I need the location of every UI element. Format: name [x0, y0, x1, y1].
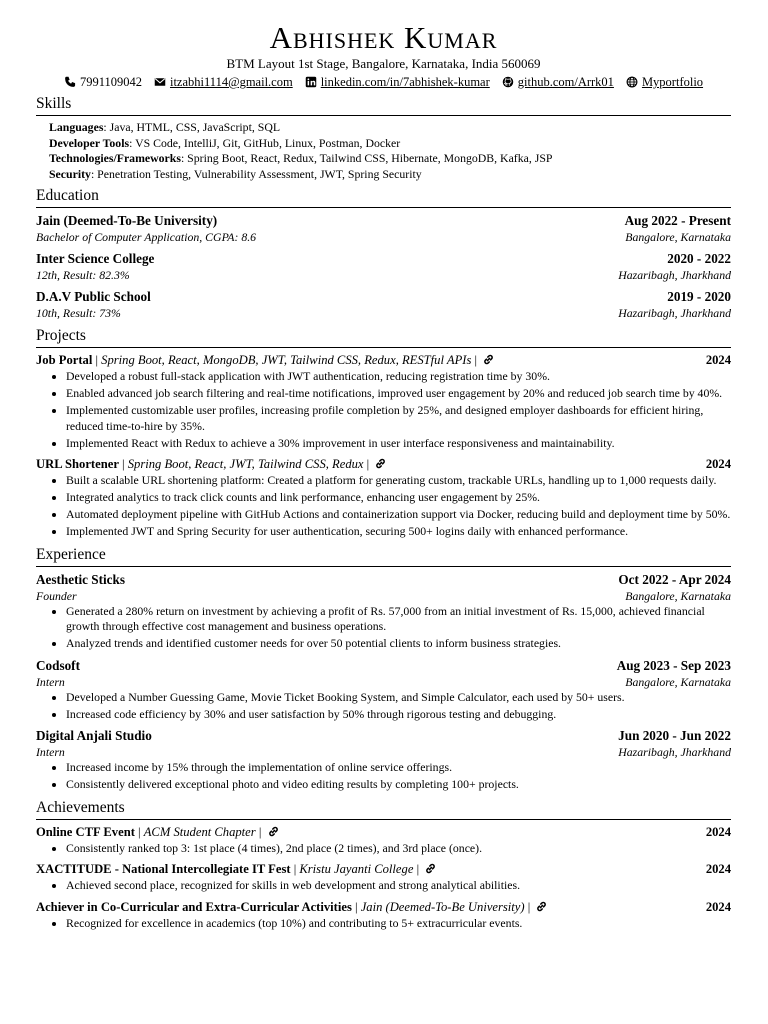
project-tech: Spring Boot, React, JWT, Tailwind CSS, Redux [127, 457, 364, 471]
date-range: Oct 2022 - Apr 2024 [618, 571, 731, 587]
achievement-entry: XACTITUDE - National Intercollegiate IT Fest | Kristu Jayanti College | 2024 • Achieved second place, recognized for skills in web development and strong analytical abilities. [36, 861, 731, 894]
project-name: URL Shortener [36, 457, 119, 471]
skill-row [49, 151, 731, 167]
contact-email[interactable] [154, 74, 293, 90]
experience-section [36, 545, 731, 793]
contact-github[interactable] [502, 74, 614, 90]
achievement-name: Online CTF Event [36, 824, 135, 839]
school-name: Inter Science College [36, 251, 155, 266]
location: Bangalore, Karnataka [625, 588, 731, 603]
list-item: • Analyzed trends and identified customer needs for over 50 potential clients to inform business strategies. [66, 636, 731, 652]
school-name: Jain (Deemed-To-Be University) [36, 213, 218, 228]
education-entry [36, 212, 731, 245]
list-item: • Increased income by 15% through the implementation of online service offerings. [66, 760, 731, 776]
list-item: • Built a scalable URL shortening platform: Created a platform for generating custom, trackable URLs, handling up to 1,000 requests daily. [66, 473, 731, 489]
phone-icon [64, 76, 76, 88]
list-item: • Increased code efficiency by 30% and user satisfaction by 50% through rigorous testing and debugging. [66, 707, 731, 723]
link-icon[interactable] [268, 826, 279, 837]
bullet-list [36, 604, 731, 652]
bullet-list [36, 369, 731, 451]
skill-label: Languages [49, 120, 104, 134]
achievement-year: 2024 [705, 862, 731, 876]
list-item: • Achieved second place, recognized for skills in web development and strong analytical abilities. [66, 878, 731, 894]
github-icon [502, 76, 514, 88]
section-title: Projects [36, 326, 731, 348]
skill-value: : VS Code, IntelliJ, Git, GitHub, Linux, Postman, Docker [129, 135, 401, 150]
candidate-name: Abhishek Kumar [269, 20, 498, 55]
contact-linkedin[interactable] [305, 74, 490, 90]
company-name: Digital Anjali Studio [36, 728, 152, 743]
portfolio-link[interactable]: Myportfolio [641, 75, 704, 89]
skill-value: : Spring Boot, React, Redux, Tailwind CSS, Hibernate, MongoDB, Kafka, JSP [180, 151, 553, 165]
project-year: 2024 [705, 353, 731, 367]
location: Hazaribagh, Jharkhand [618, 268, 731, 282]
list-item: • Recognized for excellence in academics (top 10%) and contributing to 5+ extracurricular events. [66, 916, 731, 932]
location: Hazaribagh, Jharkhand [618, 306, 731, 320]
achievement-org: Kristu Jayanti College [299, 862, 414, 876]
email-link[interactable]: itzabhi1114@gmail.com [169, 75, 293, 89]
list-item: • Consistently delivered exceptional photo and video editing results by completing 100+ projects. [66, 777, 731, 793]
github-link[interactable]: github.com/Arrk01 [517, 75, 614, 89]
location: Hazaribagh, Jharkhand [618, 745, 731, 759]
list-item: • Consistently ranked top 3: 1st place (4 times), 2nd place (2 times), and 3rd place (once). [66, 841, 731, 857]
role: Intern [36, 674, 65, 689]
experience-entry [36, 571, 731, 652]
degree: 10th, Result: 73% [36, 306, 121, 320]
project-name: Job Portal [36, 353, 93, 367]
degree: Bachelor of Computer Application, CGPA: 8.6 [36, 230, 257, 244]
contact-portfolio[interactable] [626, 74, 703, 90]
education-entry [36, 250, 731, 283]
achievement-org: Jain (Deemed-To-Be University) [360, 899, 525, 914]
list-item: • Generated a 280% return on investment by achieving a profit of Rs. 57,000 from an initial investment of Rs. 15,000, achieved financial growth through effective cost management and business operations. [66, 604, 731, 635]
skill-row [49, 120, 731, 136]
date-range: 2020 - 2022 [667, 251, 731, 266]
skill-row [49, 136, 731, 152]
date-range: Aug 2022 - Present [624, 213, 731, 228]
experience-entry [36, 727, 731, 793]
date-range: Jun 2020 - Jun 2022 [618, 728, 731, 743]
date-range: 2019 - 2020 [667, 289, 731, 304]
link-icon[interactable] [483, 354, 494, 365]
achievement-entry: Achiever in Co-Curricular and Extra-Curricular Activities | Jain (Deemed-To-Be University) | 2024 • Recognized for excellence in academics (top 10%) and contributing to 5+ extracurricular events. [36, 899, 731, 932]
link-icon[interactable] [425, 863, 436, 874]
link-icon[interactable] [375, 458, 386, 469]
education-section [36, 186, 731, 321]
section-title: Education [36, 186, 731, 208]
skill-row [49, 167, 731, 183]
list-item: • Automated deployment pipeline with GitHub Actions and containerization support via Docker, reducing build and deployment time by 50%. [66, 507, 731, 523]
bullet-list [36, 916, 731, 932]
project-entry: Job Portal | Spring Boot, React, MongoDB, JWT, Tailwind CSS, Redux, RESTful APIs | 2024 • Developed a robust full-stack application with JWT authentication, reducing registration time by 30%. • Enabled advanced job search filtering and real-time notifications, improved user engagement by 20% and reduced job search time by 40%. • Implemented customizable user profiles, increasing profile completion by 25%, and designed employer dashboards for efficient hiring, reduced time-to-hire by 35%. • Implemented React with Redux to achieve a 30% improvement in user interface responsiveness and maintainability. [36, 352, 731, 451]
date-range: Aug 2023 - Sep 2023 [616, 657, 731, 673]
degree: 12th, Result: 82.3% [36, 268, 130, 282]
skill-value: : Penetration Testing, Vulnerability Assessment, JWT, Spring Security [90, 166, 422, 181]
globe-icon [626, 76, 638, 88]
list-item: • Implemented JWT and Spring Security for user authentication, securing 500+ logins daily with enhanced performance. [66, 524, 731, 540]
project-year: 2024 [705, 457, 731, 471]
linkedin-icon [305, 76, 317, 88]
achievement-year: 2024 [705, 824, 731, 839]
contact-phone[interactable] [64, 74, 142, 90]
list-item: • Developed a robust full-stack application with JWT authentication, reducing registration time by 30%. [66, 369, 731, 385]
section-title: Skills [36, 94, 731, 116]
list-item: • Implemented React with Redux to achieve a 30% improvement in user interface responsiveness and maintainability. [66, 436, 731, 452]
achievement-year: 2024 [705, 899, 731, 914]
bullet-list [36, 841, 731, 857]
experience-entry [36, 657, 731, 723]
skill-label: Security [49, 166, 91, 181]
skills-section [36, 94, 731, 182]
achievement-entry: Online CTF Event | ACM Student Chapter | 2024 • Consistently ranked top 3: 1st place (4 times), 2nd place (2 times), and 3rd place (once). [36, 824, 731, 857]
linkedin-link[interactable]: linkedin.com/in/7abhishek-kumar [320, 75, 490, 89]
project-tech: Spring Boot, React, MongoDB, JWT, Tailwind CSS, Redux, RESTful APIs [101, 353, 472, 367]
company-name: Aesthetic Sticks [36, 571, 126, 587]
achievement-name: XACTITUDE - National Intercollegiate IT Fest [36, 862, 291, 876]
skills-list [36, 120, 731, 182]
bullet-list [36, 690, 731, 723]
address: BTM Layout 1st Stage, Bangalore, Karnataka, India 560069 [226, 56, 541, 71]
section-title: Achievements [36, 798, 731, 820]
list-item: • Integrated analytics to track click counts and link performance, enhancing user engagement by 25%. [66, 490, 731, 506]
bullet-list [36, 473, 731, 540]
list-item: • Enabled advanced job search filtering and real-time notifications, improved user engagement by 20% and reduced job search time by 40%. [66, 386, 731, 402]
role: Founder [36, 588, 77, 603]
company-name: Codsoft [36, 657, 80, 673]
achievement-org: ACM Student Chapter [143, 824, 256, 839]
location: Bangalore, Karnataka [625, 674, 731, 689]
mail-icon [154, 76, 166, 88]
skill-label: Technologies/Frameworks [49, 151, 181, 165]
link-icon[interactable] [536, 901, 547, 912]
achievements-section [36, 798, 731, 932]
school-name: D.A.V Public School [36, 289, 151, 304]
contact-bar [36, 74, 731, 90]
project-entry: URL Shortener | Spring Boot, React, JWT, Tailwind CSS, Redux | 2024 • Built a scalable URL shortening platform: Created a platform for generating custom, trackable URLs, handling up to 1,000 requests daily. • Integrated analytics to track click counts and link performance, enhancing user engagement by 25%. • Automated deployment pipeline with GitHub Actions and containerization support via Docker, reducing build and deployment time by 50%. • Implemented JWT and Spring Security for user authentication, securing 500+ logins daily with enhanced performance. [36, 456, 731, 540]
education-entry [36, 288, 731, 321]
location: Bangalore, Karnataka [625, 230, 731, 244]
section-title: Experience [36, 545, 731, 567]
list-item: • Implemented customizable user profiles, increasing profile completion by 25%, and designed employer dashboards for efficient hiring, reduced time-to-hire by 35%. [66, 403, 731, 434]
skill-label: Developer Tools [49, 135, 130, 150]
resume-page [36, 0, 731, 936]
achievement-name: Achiever in Co-Curricular and Extra-Curricular Activities [36, 899, 352, 914]
skill-value: : Java, HTML, CSS, JavaScript, SQL [103, 120, 281, 134]
phone-text: 7991109042 [79, 75, 142, 89]
list-item: • Developed a Number Guessing Game, Movie Ticket Booking System, and Simple Calculator, each used by 50+ users. [66, 690, 731, 706]
bullet-list [36, 878, 731, 894]
projects-section [36, 326, 731, 540]
role: Intern [36, 745, 65, 759]
bullet-list [36, 760, 731, 793]
